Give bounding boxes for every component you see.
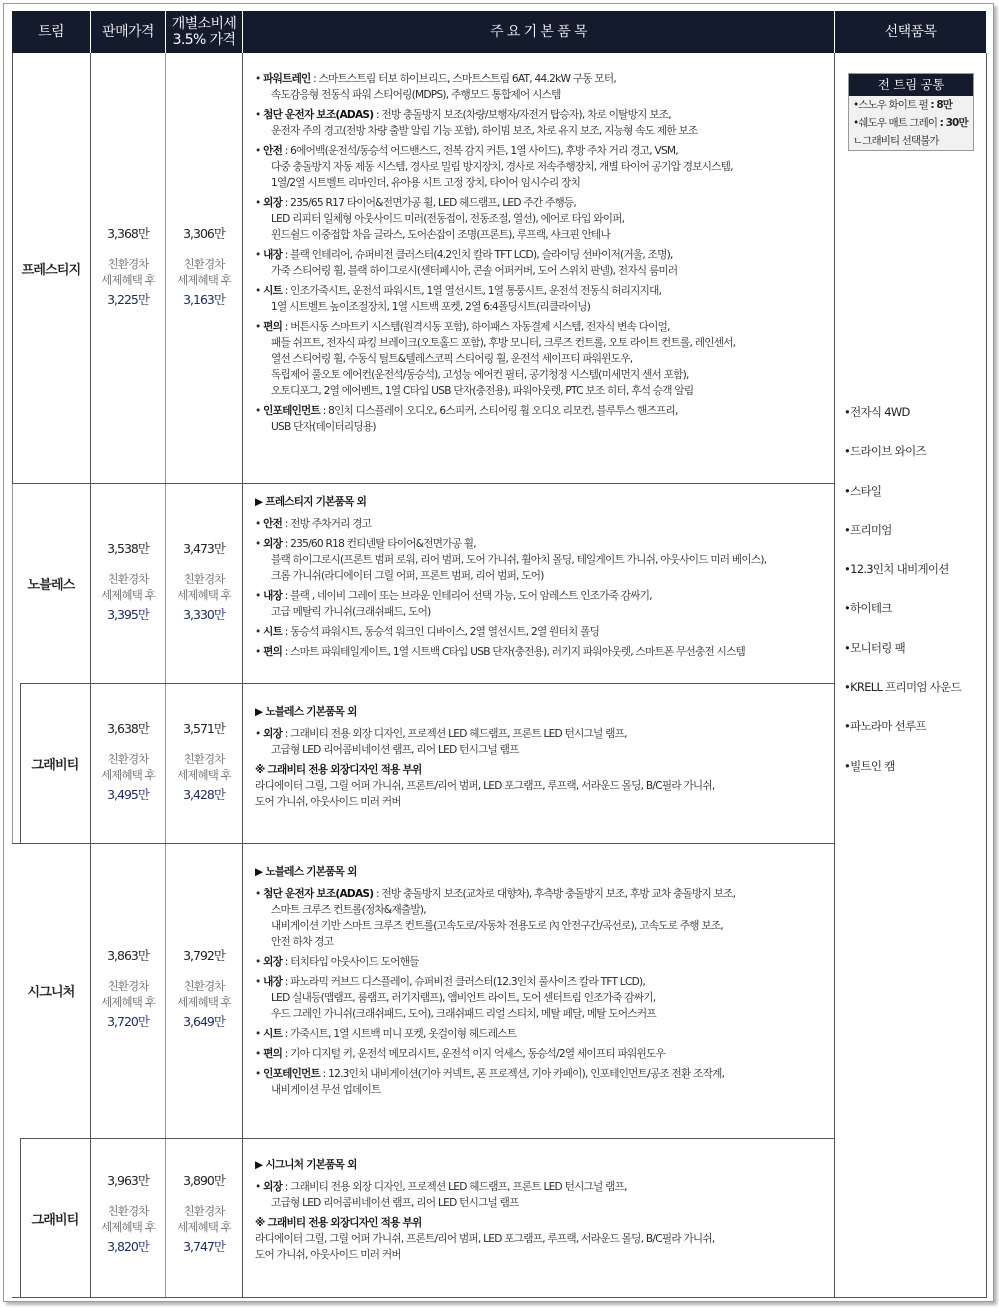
header-tax-price: 개별소비세 3.5% 가격 (166, 11, 242, 53)
header-price: 판매가격 (91, 11, 165, 53)
tax-price-cell (166, 1171, 242, 1255)
benefit-label: 세제혜택 후 (177, 1220, 231, 1234)
option-item: •전자식 4WD (844, 405, 910, 419)
gravity-note: ※ 그래비티 전용 외장디자인 적용 부위 (255, 764, 422, 776)
benefit-label: 친환경차 (107, 1204, 149, 1218)
benefit-label: 친환경차 (183, 1204, 225, 1218)
price-value: 3,638만 (107, 721, 149, 736)
benefit-label: 친환경차 (183, 979, 225, 993)
benefit-label: 세제혜택 후 (101, 1220, 155, 1234)
tax-price-cell (166, 719, 242, 803)
price-value: 3,863만 (107, 948, 149, 963)
feature-item: • 파워트레인 : 스마트스트림 터보 하이브리드, 스마트스트림 6AT, 44.2kW 구동 모터, 속도감응형 전동식 파워 스티어링(MDPS), 주행모드 통합제어 시스템 (255, 73, 616, 101)
price-cell (90, 224, 166, 308)
header-main-features: 주 요 기 본 품 목 (243, 11, 834, 53)
option-item: •KRELL 프리미엄 사운드 (844, 680, 961, 695)
option-item: •모니터링 팩 (844, 640, 906, 655)
feature-item: • 외장 : 235/60 R18 컨티넨탈 타이어&전면가공 휠, 블랙 하이그로시(프론트 범퍼 로워, 리어 범퍼, 도어 가니쉬, 휠아치 몰딩, 테일게이트 가니쉬, 아웃사이드 미러 베이스), 크롬 가니쉬(라디에이터 그릴 어퍼, 프론트 범퍼, 리어 범퍼, 도어) (255, 538, 767, 582)
features-prestige (255, 71, 830, 439)
benefit-label: 친환경차 (107, 572, 149, 586)
gravity-note: ※ 그래비티 전용 외장디자인 적용 부위 (255, 1217, 422, 1229)
feature-item: • 첨단 운전자 보조(ADAS) : 전방 충돌방지 보조(교차로 대향차), 후측방 충돌방지 보조, 후방 교차 충돌방지 보조, 스마트 크루즈 컨트롤(정차&재출발), 내비게이션 기반 스마트 크루즈 컨트롤(고속도로/자동차 전용도로 內 안전구간/곡선로), 고속도로 주행 보조, 안전 하차 경고 (255, 888, 736, 948)
feature-item: • 외장 : 235/65 R17 타이어&전면가공 휠, LED 헤드램프, LED 주간 주행등, LED 리피터 일체형 아웃사이드 미러(전동접이, 전동조절, 열선), 에어로 타입 와이퍼, 윈드쉴드 이중접합 차음 글라스, 도어손잡이 조명(프론트), 루프랙, 샤크핀 안테나 (255, 197, 625, 241)
features-heading: ▶ 노블레스 기본품목 외 (255, 866, 357, 878)
price-after-benefit: 3,395만 (107, 607, 149, 622)
benefit-label: 세제혜택 후 (177, 995, 231, 1009)
price-after-benefit: 3,720만 (107, 1014, 149, 1029)
tax-price-after-benefit: 3,163만 (183, 292, 225, 307)
options-list (844, 402, 961, 795)
tax-price-cell (166, 224, 242, 308)
feature-item: • 외장 : 그래비티 전용 외장 디자인, 프로젝션 LED 헤드램프, 프론트 LED 턴시그널 램프, 고급형 LED 리어콤비네이션 램프, 리어 LED 턴시그널 램프 (255, 1181, 627, 1209)
benefit-label: 친환경차 (183, 572, 225, 586)
gravity-parts: 라디에이터 그릴, 그릴 어퍼 가니쉬, 프론트/리어 범퍼, LED 포그램프, 루프랙, 서라운드 몰딩, B/C필라 가니쉬, (255, 1233, 715, 1245)
feature-item: • 외장 : 터치타입 아웃사이드 도어핸들 (255, 956, 419, 968)
grid-line (20, 1138, 834, 1139)
benefit-label: 세제혜택 후 (101, 995, 155, 1009)
option-item: •드라이브 와이즈 (844, 444, 926, 459)
features-signature (255, 864, 830, 1102)
benefit-label: 친환경차 (183, 257, 225, 271)
features-heading: ▶ 프레스티지 기본품목 외 (255, 496, 367, 508)
benefit-label: 세제혜택 후 (101, 273, 155, 287)
color-option: •쉐도우 매트 그레이 : 30만 (853, 117, 968, 129)
price-cell (90, 1171, 166, 1255)
benefit-label: 세제혜택 후 (177, 588, 231, 602)
trim-name-prestige: 프레스티지 (21, 262, 81, 278)
feature-item: • 편의 : 스마트 파워테일게이트, 1열 시트백 C타입 USB 단자(충전용), 러기지 파워아웃렛, 스마트폰 무선충전 시스템 (255, 646, 746, 658)
feature-item: • 인포테인먼트 : 8인치 디스플레이 오디오, 6스피커, 스티어링 휠 오디오 리모컨, 블루투스 핸즈프리, USB 단자(데이터리딩용) (255, 405, 678, 433)
option-item: •하이테크 (844, 601, 892, 616)
grid-line (20, 683, 834, 684)
grid-line (12, 843, 834, 844)
tax-price-after-benefit: 3,747만 (183, 1239, 225, 1254)
tax-price-cell (166, 539, 242, 623)
features-heading: ▶ 시그니처 기본품목 외 (255, 1159, 357, 1171)
gravity-parts: 도어 가니쉬, 아웃사이드 미러 커버 (255, 1249, 401, 1261)
option-item: •12.3인치 내비게이션 (844, 562, 949, 577)
header-trim: 트림 (12, 11, 90, 53)
benefit-label: 친환경차 (107, 257, 149, 271)
grid-line (834, 53, 835, 1298)
feature-item: • 시트 : 인조가죽시트, 운전석 파워시트, 1열 열선시트, 1열 통풍시트, 운전석 전동식 허리지지대, 1열 시트벨트 높이조절장치, 1열 시트백 포켓, 2열 6:4폴딩시트(리클라이닝) (255, 285, 662, 313)
feature-item: • 외장 : 그래비티 전용 외장 디자인, 프로젝션 LED 헤드램프, 프론트 LED 턴시그널 램프, 고급형 LED 리어콤비네이션 램프, 리어 LED 턴시그널 램프 (255, 728, 627, 756)
feature-item: • 시트 : 가죽시트, 1열 시트백 미니 포켓, 옷걸이형 헤드레스트 (255, 1028, 517, 1040)
feature-item: • 안전 : 6에어백(운전석/동승석 어드밴스드, 전복 감지 커튼, 1열 사이드), 후방 주차 거리 경고, VSM, 다중 충돌방지 자동 제동 시스템, 경사로 밀림 방지장치, 경사로 저속주행장치, 개별 타이어 공기압 경보시스템, 1열/2열 시트벨트 리마인더, 유아용 시트 고정 장치, 타이어 임시수리 장치 (255, 145, 733, 189)
benefit-label: 세제혜택 후 (177, 273, 231, 287)
feature-item: • 시트 : 동승석 파워시트, 동승석 워크인 디바이스, 2열 열선시트, 2열 원터치 폴딩 (255, 626, 600, 638)
tax-price-cell (166, 946, 242, 1030)
trim-name-gravity: 그래비티 (31, 757, 79, 773)
tax-price-value: 3,473만 (183, 541, 225, 556)
feature-item: • 편의 : 기아 디지털 키, 운전석 메모리시트, 운전석 이지 억세스, 동승석/2열 세이프티 파워윈도우 (255, 1048, 665, 1060)
price-cell (90, 539, 166, 623)
trim-name-signature: 시그니처 (27, 985, 75, 1000)
price-cell (90, 719, 166, 803)
color-option: •스노우 화이트 펄 : 8만 (853, 99, 953, 111)
option-item: •프리미엄 (844, 522, 892, 537)
feature-item: • 편의 : 버튼시동 스마트키 시스템(원격시동 포함), 하이패스 자동결제 시스템, 전자식 변속 다이얼, 패들 쉬프트, 전자식 파킹 브레이크(오토홀드 포함), 후방 모니터, 크루즈 컨트롤, 오토 라이트 컨트롤, 레인센서, 열선 스티어링 휠, 수동식 틸트&텔레스코픽 스티어링 휠, 운전석 세이프티 파워윈도우, 독립제어 풀오토 에어컨(운전석/동승석), 고성능 에어컨 필터, 공기청정 시스템(미세먼지 센서 포함), 오토디포그, 2열 에어벤트, 1열 C타입 USB 단자(충전용), 파워아웃렛, PTC 보조 히터, 후석 승객 알림 (255, 321, 736, 397)
benefit-label: 친환경차 (107, 752, 149, 766)
tax-price-after-benefit: 3,649만 (183, 1014, 225, 1029)
tax-price-after-benefit: 3,330만 (183, 607, 225, 622)
price-after-benefit: 3,495만 (107, 787, 149, 802)
benefit-label: 세제혜택 후 (101, 768, 155, 782)
feature-item: • 내장 : 블랙 인테리어, 슈퍼비전 클러스터(4.2인치 칼라 TFT LCD), 슬라이딩 선바이저(거울, 조명), 가죽 스티어링 휠, 블랙 하이그로시(센터페시아, 콘솔 어퍼커버, 도어 스위치 판넬), 전자식 룸미러 (255, 249, 678, 277)
benefit-label: 친환경차 (183, 752, 225, 766)
benefit-label: 친환경차 (107, 979, 149, 993)
price-value: 3,368만 (107, 226, 149, 241)
tax-price-value: 3,792만 (183, 948, 225, 963)
header-options: 선택품목 (835, 11, 986, 53)
price-after-benefit: 3,225만 (107, 292, 149, 307)
tax-price-value: 3,306만 (183, 226, 225, 241)
grid-line (986, 53, 987, 1298)
grid-line (242, 53, 243, 1298)
feature-item: • 첨단 운전자 보조(ADAS) : 전방 충돌방지 보조(차량/보행자/자전거 탑승자), 차로 이탈방지 보조, 운전자 주의 경고(전방 차량 출발 알림 기능 포함), 하이빔 보조, 차로 유지 보조, 지능형 속도 제한 보조 (255, 109, 698, 137)
price-cell (90, 946, 166, 1030)
benefit-label: 세제혜택 후 (101, 588, 155, 602)
common-options-title: 전 트림 공통 (849, 74, 973, 96)
features-gravity-signature (255, 1157, 830, 1263)
features-heading: ▶ 노블레스 기본품목 외 (255, 706, 357, 718)
feature-item: • 인포테인먼트 : 12.3인치 내비게이션(기아 커넥트, 폰 프로젝션, 기아 카페이), 인포테인먼트/공조 전환 조작계, 내비게이션 무선 업데이트 (255, 1068, 725, 1096)
feature-item: • 내장 : 블랙 , 네이비 그레이 또는 브라운 인테리어 선택 가능, 도어 암레스트 인조가죽 감싸기, 고급 메탈릭 가니쉬(크래쉬패드, 도어) (255, 590, 652, 618)
features-gravity (255, 704, 830, 810)
trim-name-noblesse: 노블레스 (27, 577, 75, 593)
feature-item: • 내장 : 파노라믹 커브드 디스플레이, 슈퍼비전 클러스터(12.3인치 풀사이즈 칼라 TFT LCD), LED 실내등(맵램프, 룸램프, 러기지램프), 앰비언트 라이트, 도어 센터트림 인조가죽 감싸기, 우드 그레인 가니쉬(크래쉬패드, 도어), 크래쉬패드 리얼 스티치, 메탈 페달, 메탈 도어스커프 (255, 976, 656, 1020)
grid-line (12, 1297, 987, 1298)
features-noblesse (255, 494, 830, 664)
gravity-parts: 도어 가니쉬, 아웃사이드 미러 커버 (255, 796, 401, 808)
trim-name-gravity-signature: 그래비티 (31, 1212, 79, 1228)
option-item: •스타일 (844, 483, 882, 498)
price-value: 3,963만 (107, 1173, 149, 1188)
grid-line (12, 483, 834, 484)
tax-price-value: 3,890만 (183, 1173, 225, 1188)
tax-price-value: 3,571만 (183, 721, 225, 736)
price-value: 3,538만 (107, 541, 149, 556)
option-item: •파노라마 선루프 (844, 719, 926, 734)
option-item: •빌트인 캠 (844, 758, 895, 773)
common-options-box (848, 73, 974, 151)
tax-price-after-benefit: 3,428만 (183, 787, 225, 802)
color-option-note: ㄴ그래비티 선택불가 (853, 135, 939, 147)
benefit-label: 세제혜택 후 (177, 768, 231, 782)
price-after-benefit: 3,820만 (107, 1239, 149, 1254)
gravity-parts: 라디에이터 그릴, 그릴 어퍼 가니쉬, 프론트/리어 범퍼, LED 포그램프, 루프랙, 서라운드 몰딩, B/C필라 가니쉬, (255, 780, 715, 792)
feature-item: • 안전 : 전방 주차거리 경고 (255, 518, 372, 530)
